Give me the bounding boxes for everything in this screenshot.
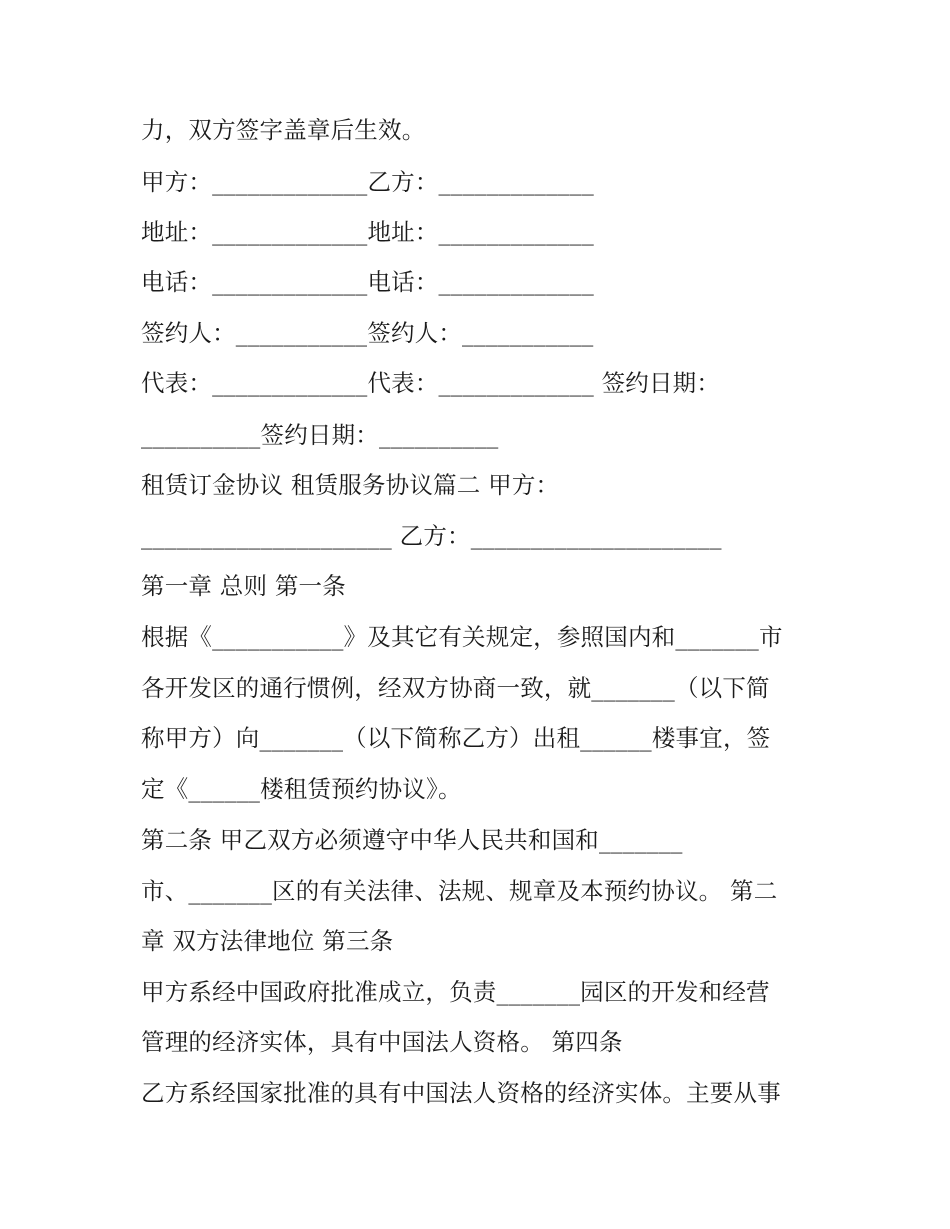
text-line: 电话：_____________电话：_____________	[141, 268, 594, 296]
text-line: 章 双方法律地位 第三条	[141, 927, 394, 955]
text-line: 签约人：___________签约人：___________	[141, 319, 594, 347]
text-line: 第二条 甲乙双方必须遵守中华人民共和国和_______	[141, 826, 683, 854]
text-line: _____________________ 乙方：_____________________	[141, 522, 722, 550]
text-line: 管理的经济实体，具有中国法人资格。 第四条	[141, 1028, 623, 1056]
text-line: 定《______楼租赁预约协议》。	[141, 775, 462, 803]
text-line: 力，双方签字盖章后生效。	[141, 116, 426, 144]
text-line: 甲方：_____________乙方：_____________	[141, 168, 594, 196]
text-line: 第一章 总则 第一条	[141, 572, 346, 600]
text-line: 各开发区的通行惯例，经双方协商一致，就_______（以下简	[141, 674, 770, 702]
text-line: 根据《___________》及其它有关规定，参照国内和_______市	[141, 623, 783, 651]
text-line: __________签约日期：__________	[141, 421, 499, 449]
text-line: 租赁订金协议 租赁服务协议篇二 甲方：	[141, 471, 560, 499]
text-line: 甲方系经中国政府批准成立，负责_______园区的开发和经营	[141, 978, 770, 1006]
text-line: 称甲方）向_______（以下简称乙方）出租______楼事宜，签	[141, 724, 771, 752]
text-line: 市、_______区的有关法律、法规、规章及本预约协议。 第二	[141, 877, 778, 905]
text-line: 地址：_____________地址：_____________	[141, 218, 594, 246]
text-line: 乙方系经国家批准的具有中国法人资格的经济实体。主要从事	[141, 1079, 781, 1107]
text-line: 代表：_____________代表：_____________ 签约日期：	[141, 369, 721, 397]
